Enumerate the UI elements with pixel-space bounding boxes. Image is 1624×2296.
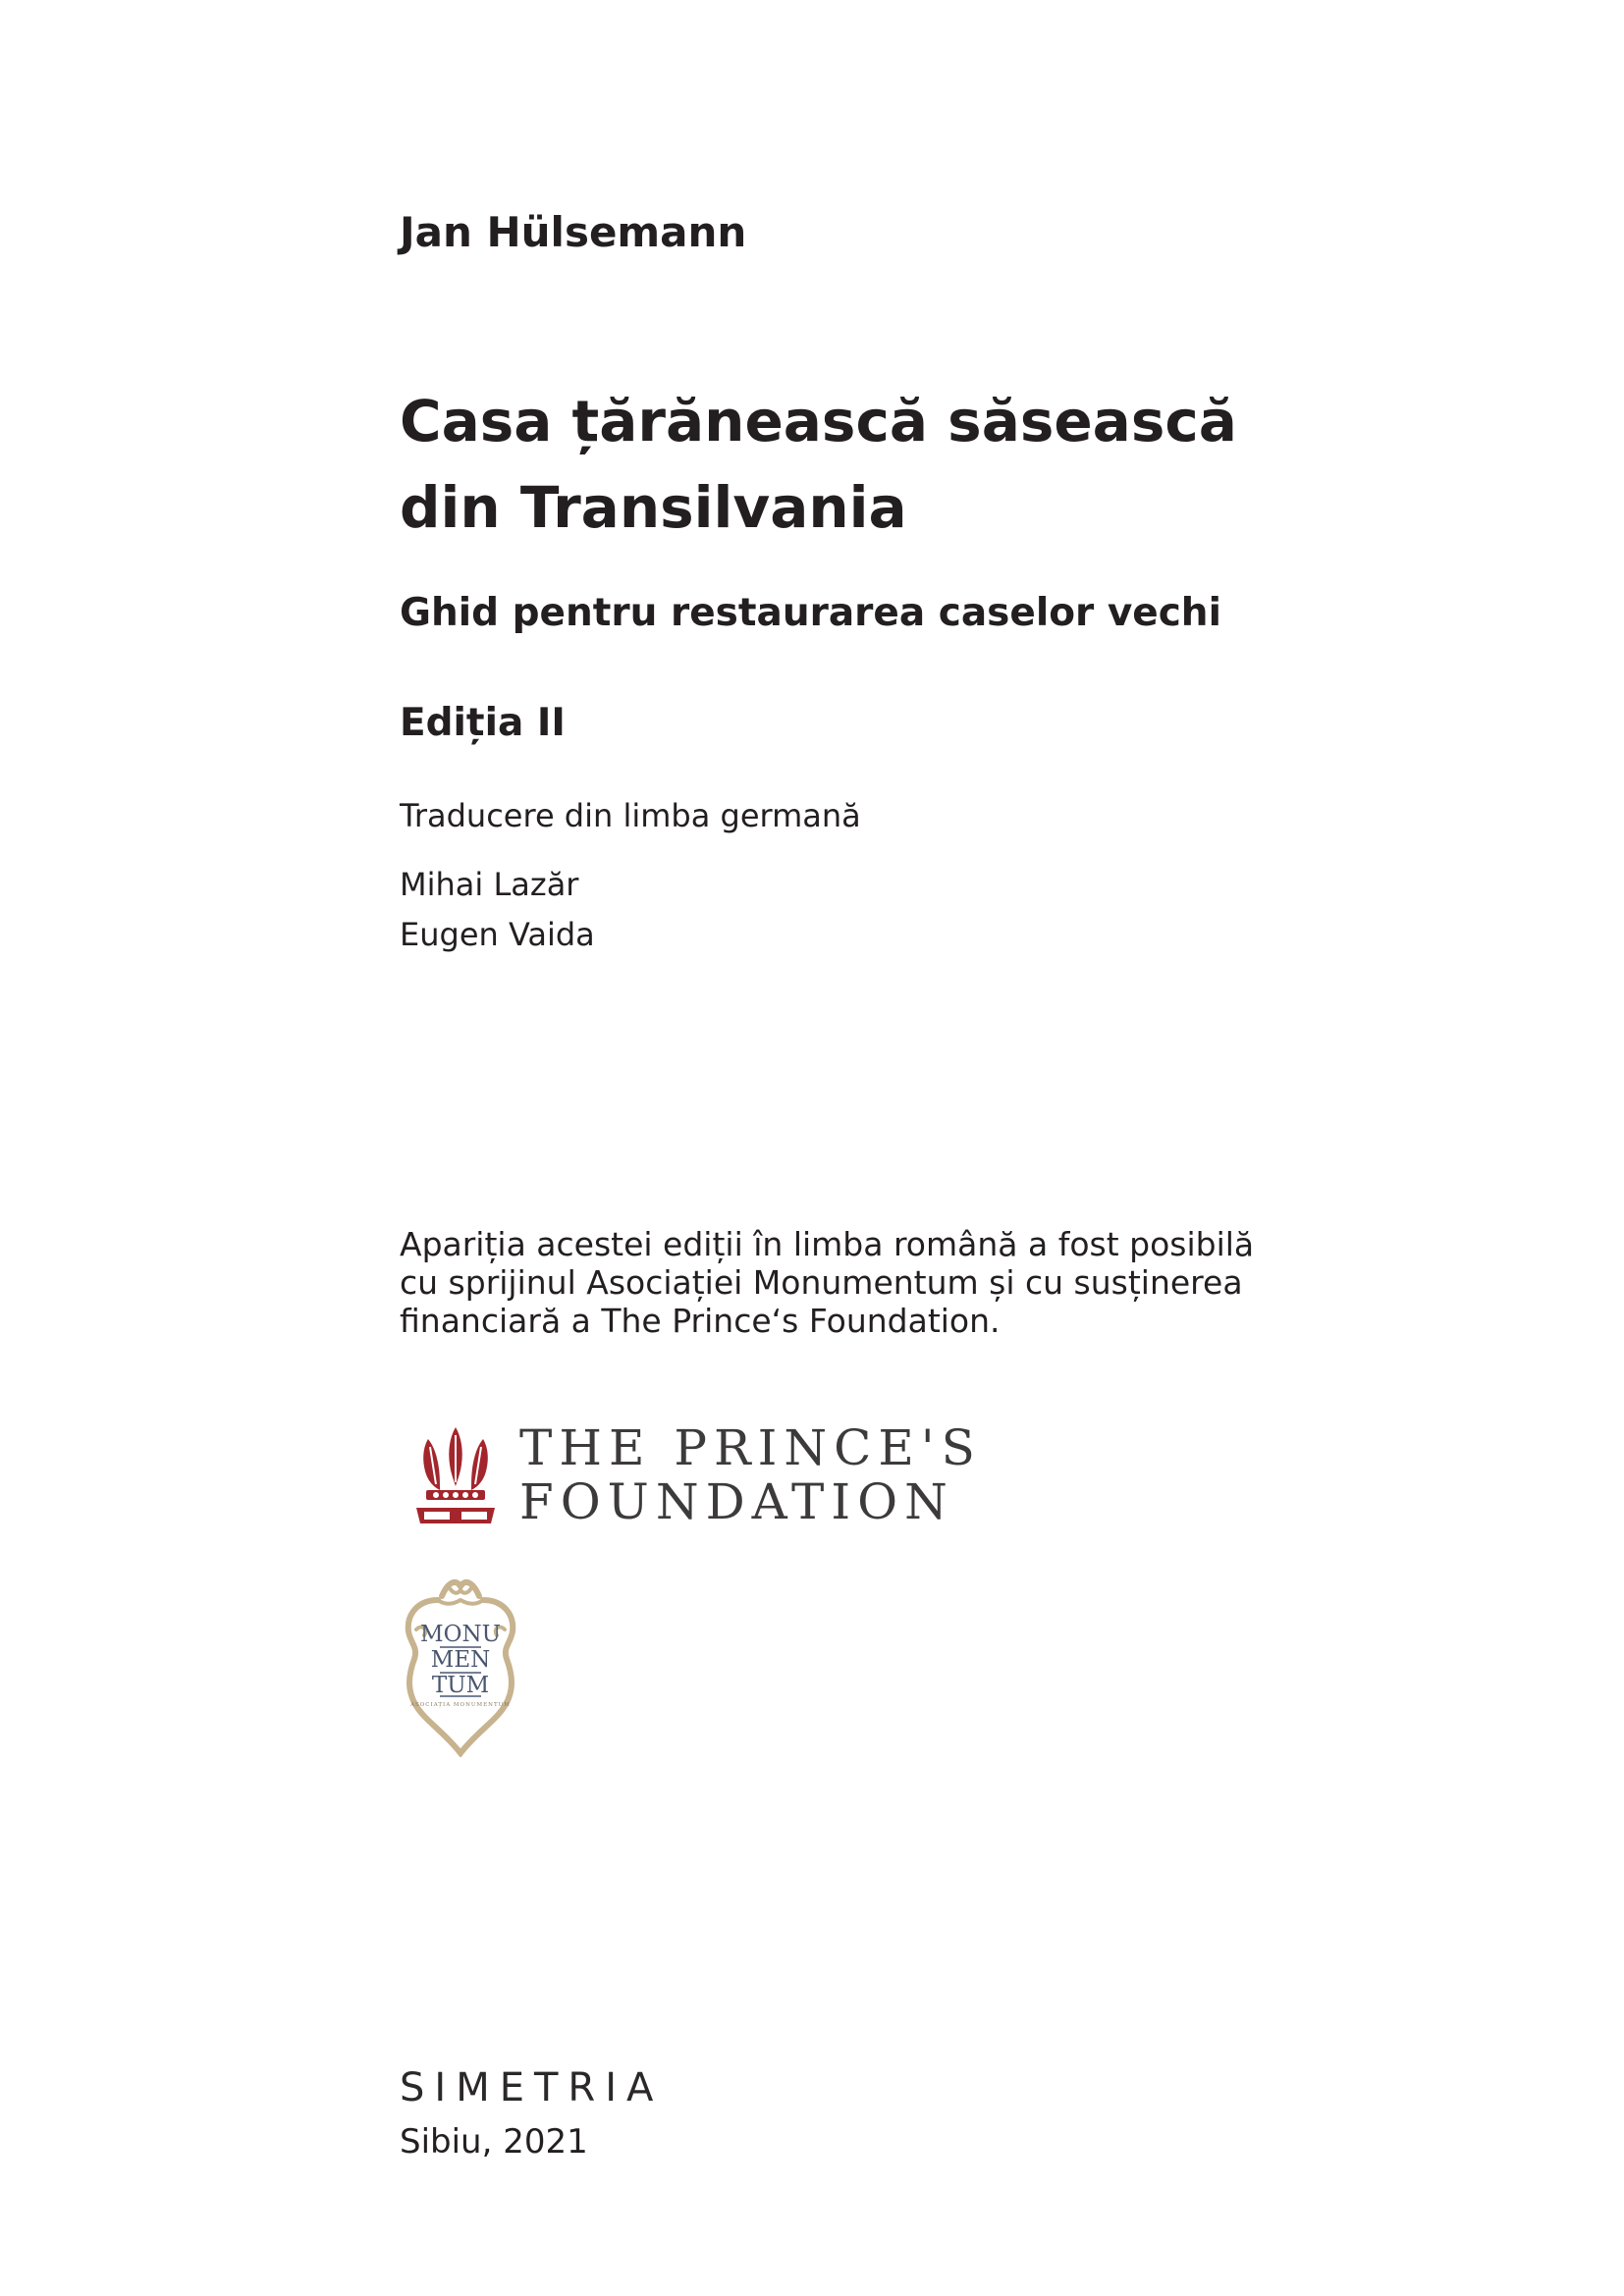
monumentum-line-1: MONU xyxy=(420,1622,501,1647)
prince-of-wales-feathers-icon xyxy=(414,1425,497,1531)
monumentum-line-3: TUM xyxy=(431,1673,490,1698)
book-subtitle: Ghid pentru restaurarea caselor vechi xyxy=(400,591,1221,635)
acknowledgement-line-2: cu sprijinul Asociației Monumentum și cu susținerea xyxy=(400,1263,1243,1302)
book-title xyxy=(400,378,1237,551)
book-title-line-1: Casa țărănească săsească xyxy=(400,388,1237,454)
acknowledgement-text xyxy=(400,1225,1264,1340)
acknowledgement-line-1: Apariția acestei ediții în limba română a fost posibilă xyxy=(400,1225,1255,1263)
monumentum-cartouche-icon xyxy=(399,1575,522,1757)
translator-name: Mihai Lazăr xyxy=(400,866,579,903)
edition-label: Ediția II xyxy=(400,701,566,745)
monumentum-logo xyxy=(399,1575,522,1757)
translation-note: Traducere din limba germană xyxy=(400,797,861,834)
translator-name: Eugen Vaida xyxy=(400,916,595,953)
princes-foundation-line-1: THE PRINCE'S xyxy=(519,1419,982,1476)
princes-foundation-logo xyxy=(414,1421,984,1539)
monumentum-small-text: ASOCIAȚIA MONUMENTUM xyxy=(410,1702,511,1708)
publication-place-year: Sibiu, 2021 xyxy=(400,2122,588,2162)
publisher-name: SIMETRIA xyxy=(400,2065,664,2110)
monumentum-line-2: MEN xyxy=(430,1647,491,1673)
author-name: Jan Hülsemann xyxy=(400,208,747,256)
acknowledgement-line-3: financiară a The Prince‘s Foundation. xyxy=(400,1302,1001,1340)
princes-foundation-line-2: FOUNDATION xyxy=(519,1473,954,1530)
princes-foundation-wordmark xyxy=(519,1421,982,1529)
translators-list xyxy=(400,860,595,960)
book-title-line-2: din Transilvania xyxy=(400,474,907,541)
